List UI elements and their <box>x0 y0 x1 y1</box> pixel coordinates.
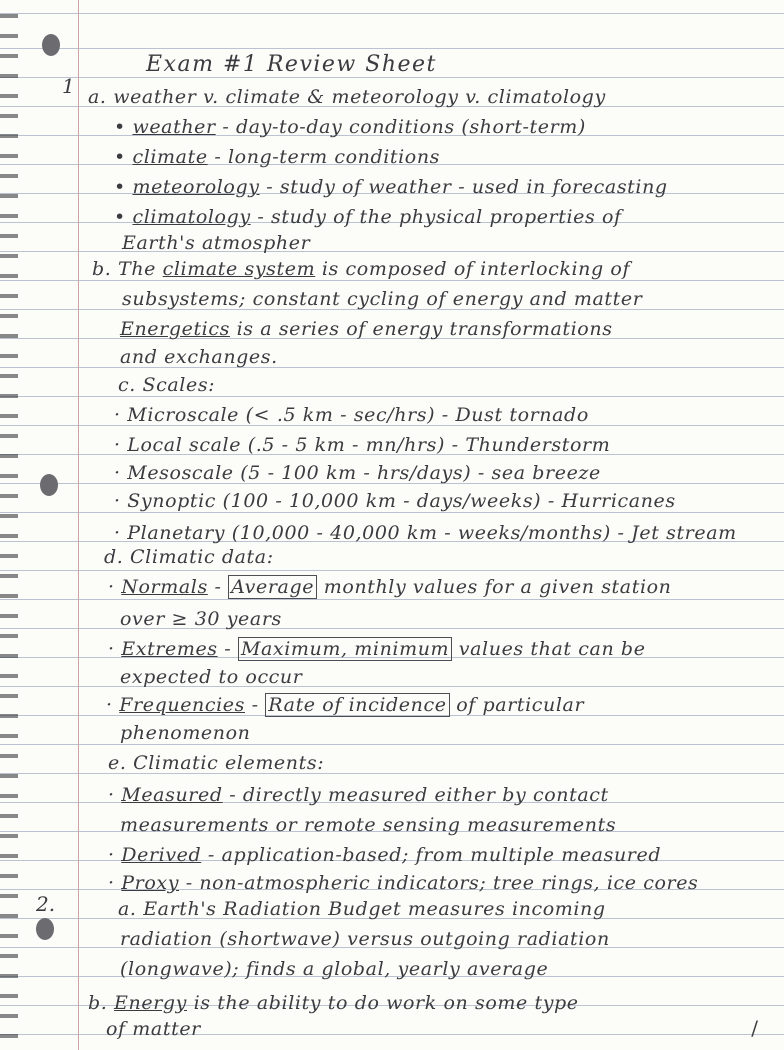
note-line <box>120 346 278 368</box>
note-text: · <box>108 872 115 894</box>
boxed-term: Rate of incidence <box>265 693 449 717</box>
note-text: · <box>108 576 115 598</box>
note-text: · Mesoscale (5 - 100 km - hrs/days) - sea breeze <box>114 462 601 484</box>
note-text: a. weather v. climate & meteorology v. climatology <box>88 86 606 108</box>
note-text: · <box>108 638 115 660</box>
note-text: - <box>251 694 259 716</box>
note-text: · Microscale (< .5 km - sec/hrs) - Dust tornado <box>114 404 589 426</box>
underlined-term: Normals <box>121 576 208 598</box>
note-line <box>106 694 584 716</box>
underlined-term: meteorology <box>132 176 260 198</box>
note-text: • <box>114 176 126 198</box>
note-text: - application-based; from multiple measured <box>207 844 662 866</box>
note-line <box>114 146 440 168</box>
punch-hole <box>40 474 58 496</box>
underlined-term: Proxy <box>121 872 180 894</box>
note-text: - study of weather - used in forecasting <box>266 176 668 198</box>
page-title: Exam #1 Review Sheet <box>146 52 437 77</box>
underlined-term: weather <box>132 116 216 138</box>
note-line <box>120 608 282 630</box>
note-line <box>114 116 586 138</box>
note-line <box>114 404 589 426</box>
note-line <box>104 546 274 568</box>
note-text: of matter <box>106 1018 201 1040</box>
note-text: a. Earth's Radiation Budget measures incoming <box>118 898 606 920</box>
note-line <box>108 752 324 774</box>
note-text: radiation (shortwave) versus outgoing radiation <box>120 928 610 950</box>
punch-hole <box>36 918 54 940</box>
note-text: monthly values for a given station <box>323 576 672 598</box>
punch-hole <box>42 34 60 56</box>
note-line <box>118 898 606 920</box>
note-text: - <box>214 576 222 598</box>
note-text: (longwave); finds a global, yearly average <box>120 958 549 980</box>
note-text: - directly measured either by contact <box>229 784 609 806</box>
note-line <box>114 522 737 544</box>
underlined-term: Frequencies <box>119 694 245 716</box>
note-text: phenomenon <box>120 722 251 744</box>
note-text: measurements or remote sensing measurements <box>120 814 617 836</box>
note-text: Earth's atmospher <box>122 232 311 254</box>
note-line <box>108 638 646 660</box>
note-text: · <box>106 694 113 716</box>
note-text: expected to occur <box>120 666 303 688</box>
underlined-term: climate system <box>162 258 316 280</box>
underlined-term: climatology <box>132 206 251 228</box>
note-text: is the ability to do work on some type <box>193 992 579 1014</box>
note-text: · <box>108 844 115 866</box>
page-corner-mark: / <box>751 1016 758 1040</box>
note-line <box>114 206 622 228</box>
note-line <box>120 814 616 836</box>
note-line <box>88 86 606 108</box>
note-line <box>108 576 672 598</box>
note-line <box>120 928 610 950</box>
note-text: - day-to-day conditions (short-term) <box>222 116 586 138</box>
note-line <box>114 462 601 484</box>
note-text: - non-atmospheric indicators; tree rings, ice cores <box>185 872 699 894</box>
boxed-term: Maximum, minimum <box>238 637 452 661</box>
underlined-term: Measured <box>121 784 223 806</box>
note-text: and exchanges. <box>120 346 278 368</box>
note-line <box>92 258 630 280</box>
note-line <box>114 434 610 456</box>
note-line <box>120 666 302 688</box>
note-line <box>108 784 609 806</box>
underlined-term: Energetics <box>120 318 230 340</box>
note-text: • <box>114 146 126 168</box>
note-text: values that can be <box>458 638 646 660</box>
underlined-term: Extremes <box>121 638 218 660</box>
note-line <box>108 872 698 894</box>
note-line <box>118 374 215 396</box>
note-line <box>122 288 642 310</box>
spiral-binding <box>0 0 18 1050</box>
note-line <box>88 992 579 1014</box>
note-line <box>120 722 251 744</box>
note-text: - study of the physical properties of <box>257 206 622 228</box>
section-number: 2. <box>36 892 56 916</box>
boxed-term: Average <box>228 575 317 599</box>
section-number: 1 <box>62 74 75 98</box>
note-line <box>120 958 548 980</box>
note-line <box>120 318 613 340</box>
underlined-term: Derived <box>121 844 202 866</box>
note-line <box>108 844 661 866</box>
note-text: is composed of interlocking of <box>321 258 631 280</box>
note-text: b. <box>88 992 108 1014</box>
note-text: d. Climatic data: <box>104 546 274 568</box>
note-text: is a series of energy transformations <box>236 318 613 340</box>
note-text: · <box>108 784 115 806</box>
note-line <box>106 1018 201 1040</box>
note-text: c. Scales: <box>118 374 216 396</box>
note-text: e. Climatic elements: <box>108 752 325 774</box>
margin-line <box>78 0 79 1050</box>
note-text: · Local scale (.5 - 5 km - mn/hrs) - Thunderstorm <box>114 434 611 456</box>
note-text: • <box>114 206 126 228</box>
note-line <box>114 490 676 512</box>
note-text: · Synoptic (100 - 10,000 km - days/weeks) - Hurricanes <box>114 490 676 512</box>
note-text: - long-term conditions <box>214 146 441 168</box>
underlined-term: climate <box>132 146 208 168</box>
note-line <box>122 232 310 254</box>
note-text: • <box>114 116 126 138</box>
note-text: over ≥ 30 years <box>120 608 282 630</box>
note-text: · Planetary (10,000 - 40,000 km - weeks/months) - Jet stream <box>114 522 737 544</box>
note-text: of particular <box>456 694 585 716</box>
note-line <box>114 176 668 198</box>
note-text: - <box>224 638 232 660</box>
note-text: subsystems; constant cycling of energy and matter <box>122 288 643 310</box>
underlined-term: Energy <box>114 992 187 1014</box>
note-text: b. The <box>92 258 156 280</box>
